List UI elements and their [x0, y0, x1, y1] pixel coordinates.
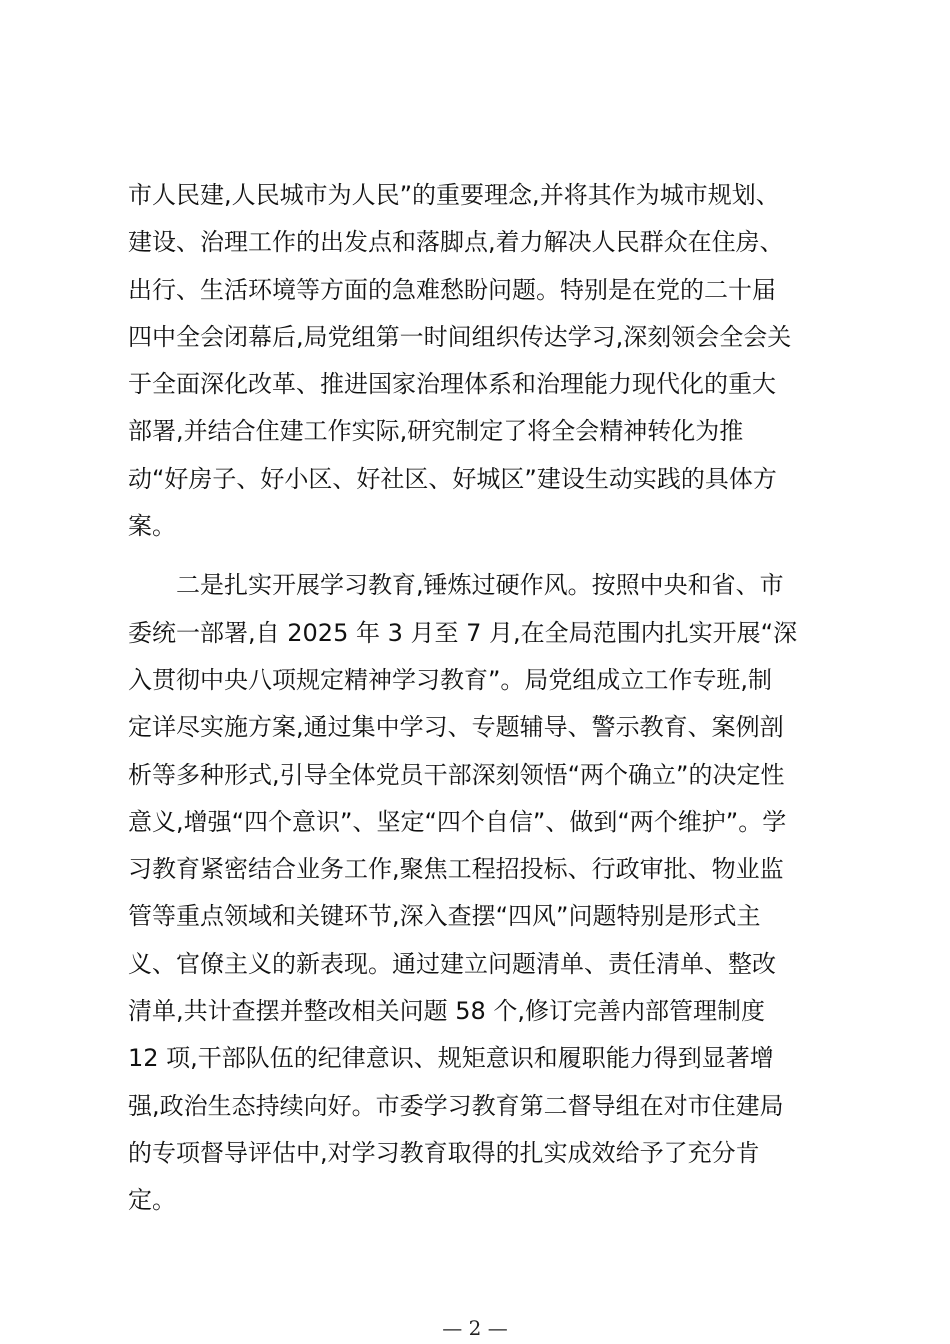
text-line: 12 项,干部队伍的纪律意识、规矩意识和履职能力得到显著增 [128, 1044, 774, 1073]
text-line: 习教育紧密结合业务工作,聚焦工程招投标、行政审批、物业监 [128, 855, 784, 884]
text-line: 管等重点领域和关键环节,深入查摆“四风”问题特别是形式主 [128, 902, 761, 931]
text-line: 强,政治生态持续向好。市委学习教育第二督导组在对市住建局 [128, 1091, 784, 1120]
text-line: 定。 [128, 1186, 176, 1215]
text-line: 部署,并结合住建工作实际,研究制定了将全会精神转化为推 [128, 417, 744, 446]
text-line: 案。 [128, 512, 176, 541]
paragraph-gap [128, 550, 824, 562]
text-line: 义、官僚主义的新表现。通过建立问题清单、责任清单、整改 [128, 949, 776, 978]
page-number: — 2 — [442, 1316, 508, 1340]
paragraph-1 [128, 172, 824, 550]
text-line: 析等多种形式,引导全体党员干部深刻领悟“两个确立”的决定性 [128, 760, 785, 789]
text-line: 建设、治理工作的出发点和落脚点,着力解决人民群众在住房、 [128, 228, 784, 257]
text-line: 市人民建,人民城市为人民”的重要理念,并将其作为城市规划、 [128, 181, 780, 209]
paragraph-2 [128, 562, 824, 1224]
text-line: 的专项督导评估中,对学习教育取得的扎实成效给予了充分肯 [128, 1138, 760, 1167]
text-line: 于全面深化改革、推进国家治理体系和治理能力现代化的重大 [128, 370, 776, 399]
text-line: 委统一部署,自 2025 年 3 月至 7 月,在全局范围内扎实开展“深 [128, 618, 798, 647]
document-body [128, 172, 824, 1225]
text-line: 四中全会闭幕后,局党组第一时间组织传达学习,深刻领会全会关 [128, 322, 792, 351]
text-line: 意义,增强“四个意识”、坚定“四个自信”、做到“两个维护”。学 [128, 807, 787, 836]
text-line: 出行、生活环境等方面的急难愁盼问题。特别是在党的二十届 [128, 275, 776, 304]
text-line: 二是扎实开展学习教育,锤炼过硬作风。按照中央和省、市 [176, 571, 784, 600]
text-line: 入贯彻中央八项规定精神学习教育”。局党组成立工作专班,制 [128, 665, 773, 694]
text-line: 动“好房子、好小区、好社区、好城区”建设生动实践的具体方 [128, 464, 777, 493]
text-line: 定详尽实施方案,通过集中学习、专题辅导、警示教育、案例剖 [128, 713, 784, 742]
text-line: 清单,共计查摆并整改相关问题 58 个,修订完善内部管理制度 [128, 997, 766, 1026]
